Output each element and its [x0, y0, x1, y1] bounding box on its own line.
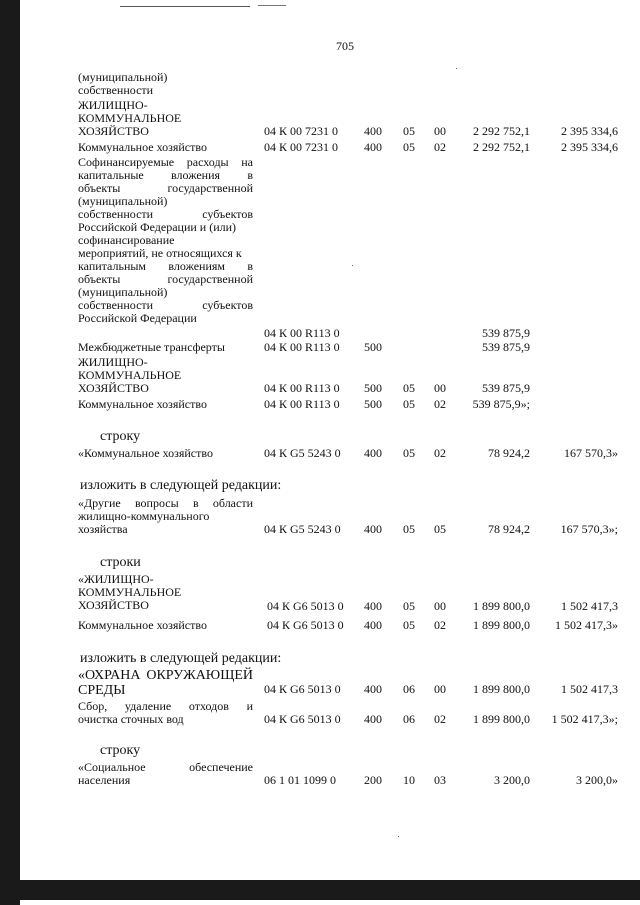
amount-2: 1 502 417,3»; — [551, 712, 618, 726]
label-line: Сбор, удаление отходов и — [78, 699, 253, 713]
target-code: 04 К 00 R113 0 — [264, 326, 340, 340]
target-code: 06 1 01 1099 0 — [264, 773, 336, 787]
label-line: «Коммунальное хозяйство — [78, 446, 213, 460]
expense-type: 500 — [364, 381, 382, 395]
scan-left-border — [0, 0, 20, 905]
expense-type: 500 — [364, 397, 382, 411]
amount-1: 1 899 800,0 — [473, 599, 530, 613]
amount-1: 2 292 752,1 — [473, 124, 530, 138]
instruction-text: изложить в следующей редакции: — [80, 478, 282, 493]
section: 05 — [403, 381, 415, 395]
amount-2: 3 200,0» — [576, 773, 618, 787]
scan-top-mark — [258, 5, 286, 6]
subsection: 02 — [434, 140, 446, 154]
label-line: собственности — [78, 83, 154, 97]
label-line: населения — [78, 773, 131, 787]
expense-type: 500 — [364, 340, 382, 354]
section: 06 — [403, 712, 415, 726]
expense-type: 400 — [364, 599, 382, 613]
scan-speck — [456, 68, 457, 69]
subsection: 02 — [434, 446, 446, 460]
section: 05 — [403, 140, 415, 154]
target-code: 04 К 00 7231 0 — [264, 124, 339, 138]
amount-1: 2 292 752,1 — [473, 140, 530, 154]
row-label — [78, 356, 253, 395]
expense-type: 400 — [364, 124, 382, 138]
subsection: 05 — [434, 522, 446, 536]
section: 05 — [403, 124, 415, 138]
label-line: (муниципальной) — [78, 194, 168, 208]
instruction-text: изложить в следующей редакции: — [80, 651, 282, 666]
target-code: 04 К G6 5013 0 — [264, 712, 341, 726]
row-label — [78, 668, 253, 698]
label-line: Коммунальное хозяйство — [78, 140, 207, 154]
row-label — [78, 341, 253, 354]
label-line: объекты государственной — [78, 181, 253, 195]
label-line: объекты государственной — [78, 272, 253, 286]
target-code: 04 К 00 R113 0 — [264, 381, 340, 395]
label-line: ЖИЛИЩНО- — [78, 355, 148, 369]
scan-speck — [398, 836, 399, 837]
label-line: КОММУНАЛЬНОЕ — [78, 111, 182, 125]
expense-type: 400 — [364, 446, 382, 460]
amount-1: 1 899 800,0 — [473, 712, 530, 726]
section: 10 — [403, 773, 415, 787]
section: 05 — [403, 397, 415, 411]
amount-1: 539 875,9»; — [472, 397, 530, 411]
label-line: ХОЗЯЙСТВО — [78, 598, 149, 612]
expense-type: 400 — [364, 618, 382, 632]
amount-1: 78 924,2 — [488, 522, 530, 536]
target-code: 04 К G6 5013 0 — [267, 618, 344, 632]
label-line: ЖИЛИЩНО- — [78, 98, 148, 112]
amount-2: 2 395 334,6 — [561, 124, 618, 138]
label-line: «ЖИЛИЩНО- — [78, 572, 154, 586]
target-code: 04 К G6 5013 0 — [267, 599, 344, 613]
label-line: ХОЗЯЙСТВО — [78, 381, 149, 395]
label-line: Софинансируемые расходы на — [78, 155, 253, 169]
label-line: Российской Федерации — [78, 311, 197, 325]
row-label — [78, 573, 253, 612]
subsection: 02 — [434, 712, 446, 726]
amount-1: 78 924,2 — [488, 446, 530, 460]
target-code: 04 К G6 5013 0 — [264, 682, 341, 696]
expense-type: 400 — [364, 712, 382, 726]
amount-1: 539 875,9 — [482, 381, 530, 395]
row-label — [78, 761, 253, 787]
label-line: (муниципальной) — [78, 285, 168, 299]
expense-type: 200 — [364, 773, 382, 787]
amount-2: 167 570,3»; — [560, 522, 618, 536]
subsection: 00 — [434, 124, 446, 138]
subsection: 02 — [434, 618, 446, 632]
expense-type: 400 — [364, 522, 382, 536]
row-label — [78, 497, 253, 536]
row-label — [78, 619, 253, 632]
subsection: 00 — [434, 682, 446, 696]
amount-2: 1 502 417,3 — [561, 599, 618, 613]
instruction-text: строку — [100, 429, 141, 444]
row-label — [78, 71, 253, 97]
target-code: 04 К 00 R113 0 — [264, 397, 340, 411]
label-line: Коммунальное хозяйство — [78, 618, 207, 632]
amount-2: 1 502 417,3 — [561, 682, 618, 696]
amount-1: 3 200,0 — [494, 773, 530, 787]
row-label — [78, 141, 253, 154]
label-line: софинансирование — [78, 233, 175, 247]
label-line: «Социальное обеспечение — [78, 760, 253, 774]
amount-2: 1 502 417,3» — [555, 618, 618, 632]
label-line: собственности субъектов — [78, 207, 253, 221]
label-line: капитальные вложения в — [78, 168, 253, 182]
subsection: 00 — [434, 599, 446, 613]
page-number: 705 — [336, 39, 354, 53]
row-label — [78, 447, 253, 460]
row-label — [78, 156, 253, 325]
label-line: КОММУНАЛЬНОЕ — [78, 368, 182, 382]
scan-speck — [352, 265, 353, 266]
label-line: Российской Федерации и (или) — [78, 220, 237, 234]
instruction-text: строку — [100, 743, 141, 758]
amount-1: 1 899 800,0 — [473, 682, 530, 696]
label-line: очистка сточных вод — [78, 712, 184, 726]
label-line: СРЕДЫ — [78, 683, 126, 698]
label-line: капитальным вложениям в — [78, 259, 253, 273]
subsection: 03 — [434, 773, 446, 787]
expense-type: 400 — [364, 140, 382, 154]
scan-bottom-border — [0, 880, 640, 900]
section: 05 — [403, 446, 415, 460]
subsection: 00 — [434, 381, 446, 395]
scan-top-mark — [120, 6, 250, 7]
section: 05 — [403, 522, 415, 536]
label-line: жилищно-коммунального — [78, 509, 210, 523]
amount-1: 539 875,9 — [482, 340, 530, 354]
row-label — [78, 700, 253, 726]
row-label — [78, 99, 253, 138]
target-code: 04 К G5 5243 0 — [264, 522, 341, 536]
target-code: 04 К 00 R113 0 — [264, 340, 340, 354]
label-line: «Другие вопросы в области — [78, 496, 253, 510]
target-code: 04 К G5 5243 0 — [264, 446, 341, 460]
label-line: ХОЗЯЙСТВО — [78, 124, 149, 138]
section: 05 — [403, 618, 415, 632]
amount-2: 167 570,3» — [564, 446, 618, 460]
instruction-text: строки — [100, 555, 141, 570]
section: 05 — [403, 599, 415, 613]
label-line: мероприятий, не относящихся к — [78, 246, 242, 260]
label-line: хозяйства — [78, 522, 128, 536]
label-line: «ОХРАНА ОКРУЖАЮЩЕЙ — [78, 668, 253, 683]
label-line: Коммунальное хозяйство — [78, 397, 207, 411]
label-line: собственности субъектов — [78, 298, 253, 312]
label-line: (муниципальной) — [78, 70, 168, 84]
amount-1: 1 899 800,0 — [473, 618, 530, 632]
amount-2: 2 395 334,6 — [561, 140, 618, 154]
label-line: КОММУНАЛЬНОЕ — [78, 585, 182, 599]
section: 06 — [403, 682, 415, 696]
target-code: 04 К 00 7231 0 — [264, 140, 339, 154]
subsection: 02 — [434, 397, 446, 411]
row-label — [78, 398, 253, 411]
label-line: Межбюджетные трансферты — [78, 340, 225, 354]
amount-1: 539 875,9 — [482, 326, 530, 340]
expense-type: 400 — [364, 682, 382, 696]
